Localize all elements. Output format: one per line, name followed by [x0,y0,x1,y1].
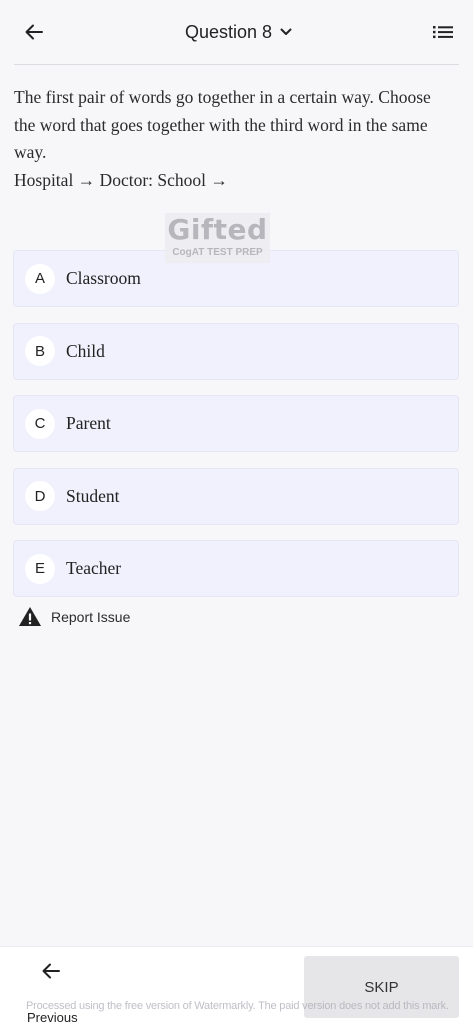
previous-button[interactable] [20,961,90,1024]
arrow-left-icon [42,963,60,979]
back-button[interactable] [22,20,46,44]
option-b[interactable] [13,323,459,380]
arrow-left-icon [25,24,43,40]
question-selector[interactable] [185,22,292,43]
answer-options [13,250,459,613]
page-title: Question 8 [184,21,273,42]
option-text: Child [66,340,105,361]
watermark-logo-tagline: CogAT TEST PREP [172,247,263,258]
option-text: Parent [66,413,111,433]
option-letter: C [25,409,55,439]
option-letter: D [25,481,55,511]
gifted-watermark-logo [165,213,270,263]
question-analogy: Hospital → Doctor: School → [14,169,228,190]
option-text: Student [66,485,120,506]
option-text: Classroom [66,268,141,288]
question-text [14,84,456,194]
warning-icon [18,606,42,627]
header-divider [14,64,459,65]
option-text: Teacher [66,558,122,578]
previous-label: Previous [27,1010,78,1024]
footer-bar [0,946,473,1024]
option-letter: E [25,554,55,584]
option-e[interactable] [13,540,459,597]
skip-button[interactable]: SKIP [304,956,459,1018]
report-issue-label: Report Issue [51,608,131,625]
option-letter: B [25,336,55,366]
question-prompt: The first pair of words go together in a certain way. Choose the word that goes together with the third word in the same way. [14,87,431,162]
option-d[interactable] [13,468,459,525]
report-issue-link[interactable] [18,606,130,627]
question-list-button[interactable] [431,20,455,44]
option-c[interactable] [13,395,459,452]
watermark-logo-name: Gifted [167,213,268,246]
option-letter: A [25,264,55,294]
chevron-down-icon [280,28,292,36]
header [0,0,473,64]
list-icon [433,25,453,39]
watermark-notice: Processed using the free version of Watermarkly. The paid version does not add this mark. [26,1000,449,1012]
